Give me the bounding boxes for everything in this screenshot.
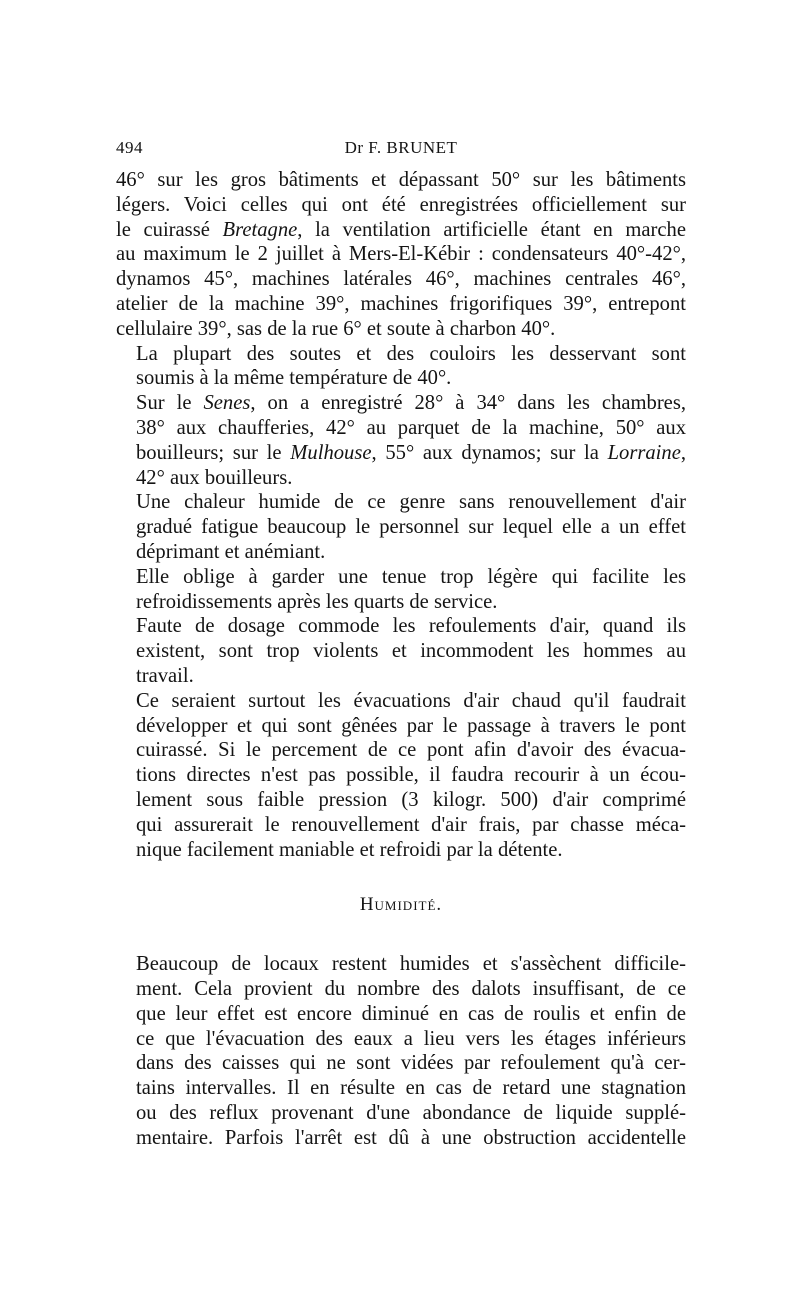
page-number: 494 (116, 138, 143, 157)
text-line: nique facilement maniable et refroidi par la détente. (136, 838, 563, 861)
text-line: tions directes n'est pas possible, il faudra recourir à un écou- (136, 764, 686, 787)
text-line: Une chaleur humide de ce genre sans renouvellement d'air (136, 491, 686, 514)
text-line: Elle oblige à garder une tenue trop légère qui facilite les (136, 565, 686, 588)
text-line: au maximum le 2 juillet à Mers-El-Kébir : condensateurs 40°-42°, (116, 243, 686, 266)
text-line: travail. (136, 664, 194, 687)
running-title: Dr F. BRUNET (344, 138, 458, 157)
text-line: qui assurerait le renouvellement d'air frais, par chasse méca- (136, 813, 686, 836)
text-line: ment. Cela provient du nombre des dalots insuffisant, de ce (136, 977, 686, 1000)
text-line: bouilleurs; sur le Mulhouse, 55° aux dynamos; sur la Lorraine, (136, 441, 686, 464)
paragraph (116, 490, 686, 564)
text-line: dans des caisses qui ne sont vidées par refoulement qu'à cer- (136, 1052, 686, 1075)
text-line: ce que l'évacuation des eaux a lieu vers les étages inférieurs (136, 1027, 686, 1050)
text-line: Ce seraient surtout les évacuations d'air chaud qu'il faudrait (136, 689, 686, 712)
book-page (116, 138, 686, 1150)
text-line: gradué fatigue beaucoup le personnel sur lequel elle a un effet (136, 516, 686, 539)
text-line: 42° aux bouilleurs. (136, 466, 293, 489)
ship-name: Senes (203, 392, 251, 415)
text-line: Beaucoup de locaux restent humides et s'assèchent difficile- (136, 953, 686, 976)
text-line: le cuirassé Bretagne, la ventilation artificielle étant en marche (116, 218, 686, 241)
text-line: ou des reflux provenant d'une abondance de liquide supplé- (136, 1101, 686, 1124)
text-line: développer et qui sont gênées par le passage à travers le pont (136, 714, 686, 737)
text-line: Faute de dosage commode les refoulements d'air, quand ils (136, 615, 686, 638)
text-line: déprimant et anémiant. (136, 540, 326, 563)
paragraph (116, 614, 686, 688)
text-line: cuirassé. Si le percement de ce pont afin d'avoir des évacua- (136, 739, 686, 762)
text-line: 46° sur les gros bâtiments et dépassant 50° sur les bâtiments (116, 169, 686, 191)
text-line: Sur le Senes, on a enregistré 28° à 34° dans les chambres, (136, 392, 686, 415)
text-line: lement sous faible pression (3 kilogr. 500) d'air comprimé (136, 788, 686, 811)
body-text (116, 168, 686, 1150)
text-line: mentaire. Parfois l'arrêt est dû à une obstruction accidentelle (136, 1126, 686, 1149)
paragraph (116, 565, 686, 615)
text-line: cellulaire 39°, sas de la rue 6° et soute à charbon 40°. (116, 317, 556, 340)
paragraph (116, 689, 686, 863)
text-line: légers. Voici celles qui ont été enregistrées officiellement sur (116, 193, 686, 216)
paragraph (116, 391, 686, 490)
running-head (116, 138, 686, 168)
paragraph (116, 952, 686, 1150)
text-line: soumis à la même température de 40°. (136, 367, 452, 390)
paragraphs-after-section (116, 952, 686, 1150)
text-line: dynamos 45°, machines latérales 46°, machines centrales 46°, (116, 268, 686, 291)
text-line: tains intervalles. Il en résulte en cas de retard une stagnation (136, 1077, 686, 1100)
paragraph (116, 168, 686, 342)
section-heading: Humidité. (359, 894, 443, 916)
ship-name: Lorraine (607, 441, 681, 464)
text-line: que leur effet est encore diminué en cas de roulis et enfin de (136, 1002, 686, 1025)
text-line: refroidissements après les quarts de service. (136, 590, 498, 613)
text-line: existent, sont trop violents et incommodent les hommes au (136, 640, 686, 663)
text-line: atelier de la machine 39°, machines frigorifiques 39°, entrepont (116, 292, 686, 315)
paragraph (116, 342, 686, 392)
ship-name: Bretagne (222, 218, 298, 241)
text-line: La plupart des soutes et des couloirs les desservant sont (136, 342, 686, 365)
ship-name: Mulhouse (290, 441, 372, 464)
text-line: 38° aux chaufferies, 42° au parquet de la machine, 50° aux (136, 416, 686, 439)
paragraphs-before-section (116, 168, 686, 862)
